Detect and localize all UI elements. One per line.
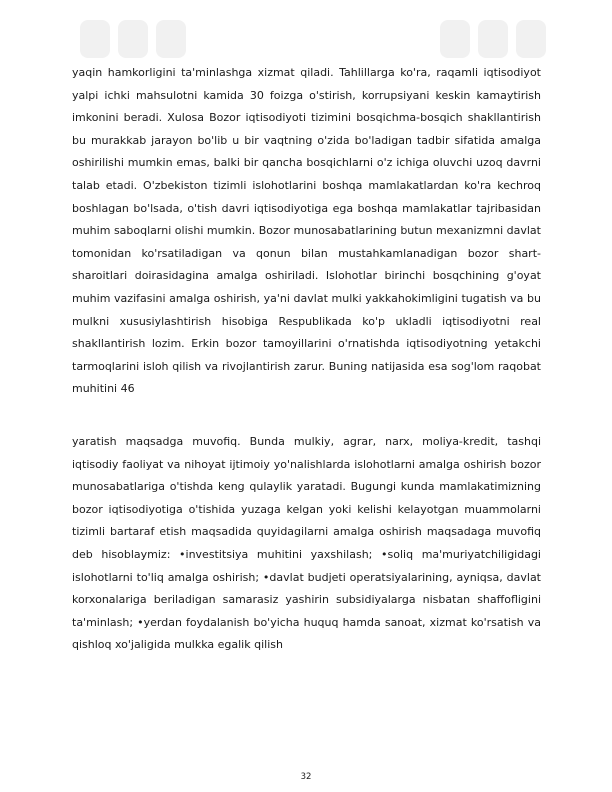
body-paragraph-2: yaratish maqsadga muvofiq. Bunda mulkiy, agrar, narx, moliya-kredit, tashqi iqtisodiy faoliyat va nihoyat ijtimoiy yo'nalishlarda islohotlarni amalga oshirish bozor munosabatlariga o'tishda keng qulaylik yaratadi. Bugungi kunda mamlakatimizning bozor iqtisodiyotiga o'tishida yuzaga kelgan yoki kelishi kelayotgan muammolarni tizimli bartaraf etish maqsadida quyidagilarni amalga oshirish maqsadaga muvofiq deb hisoblaymiz: •investitsiya muhitini yaxshilash; •soliq ma'muriyatchiligidagi islohotlarni to'liq amalga oshirish; •davlat budjeti operatsiyalarining, ayniqsa, davlat korxonalariga beriladigan samarasiz yashirin subsidiyalarga nisbatan shaffofligini ta'minlash; •yerdan foydalanish bo'yicha huquq hamda sanoat, xizmat ko'rsatish va qishloq xo'jaligida mulkka egalik qilish: [72, 435, 541, 652]
body-paragraph-1: yaqin hamkorligini ta'minlashga xizmat qiladi. Tahlillarga ko'ra, raqamli iqtisodiyot yalpi ichki mahsulotni kamida 30 foizga o'stirish, korrupsiyani keskin kamaytirish imkonini beradi. Xulosa Bozor iqtisodiyoti tizimini bosqichma-bosqich shakllantirish bu murakkab jarayon bo'lib u bir vaqtning o'zida bo'ladigan tadbir sifatida amalga oshirilishi mumkin emas, balki bir qancha bosqichlarni o'z ichiga oluvchi uzoq davrni talab etadi. O'zbekiston tizimli islohotlarini boshqa mamlakatlardan ko'ra kechroq boshlagan bo'lsada, o'tish davri iqtisodiyotiga ega boshqa mamlakatlar tajribasidan muhim saboqlarni olishi mumkin. Bozor munosabatlarining butun mexanizmni davlat tomonidan ko'rsatiladigan va qonun bilan mustahkamlanadigan bozor shart-sharoitlari doirasidagina amalga oshiriladi. Islohotlar birinchi bosqchining g'oyat muhim vazifasini amalga oshirish, ya'ni davlat mulki yakkahokimligini tugatish va bu mulkni xususiylashtirish hisobiga Respublikada ko'p ukladli iqtisodiyotni real shakllantirish lozim. Erkin bozor tamoyillarini o'rnatishda iqtisodiyotning yetakchi tarmoqlarini isloh qilish va rivojlantirish zarur. Buning natijasida esa sog'lom raqobat muhitini 46: [72, 66, 541, 396]
page-number: 32: [300, 772, 312, 782]
